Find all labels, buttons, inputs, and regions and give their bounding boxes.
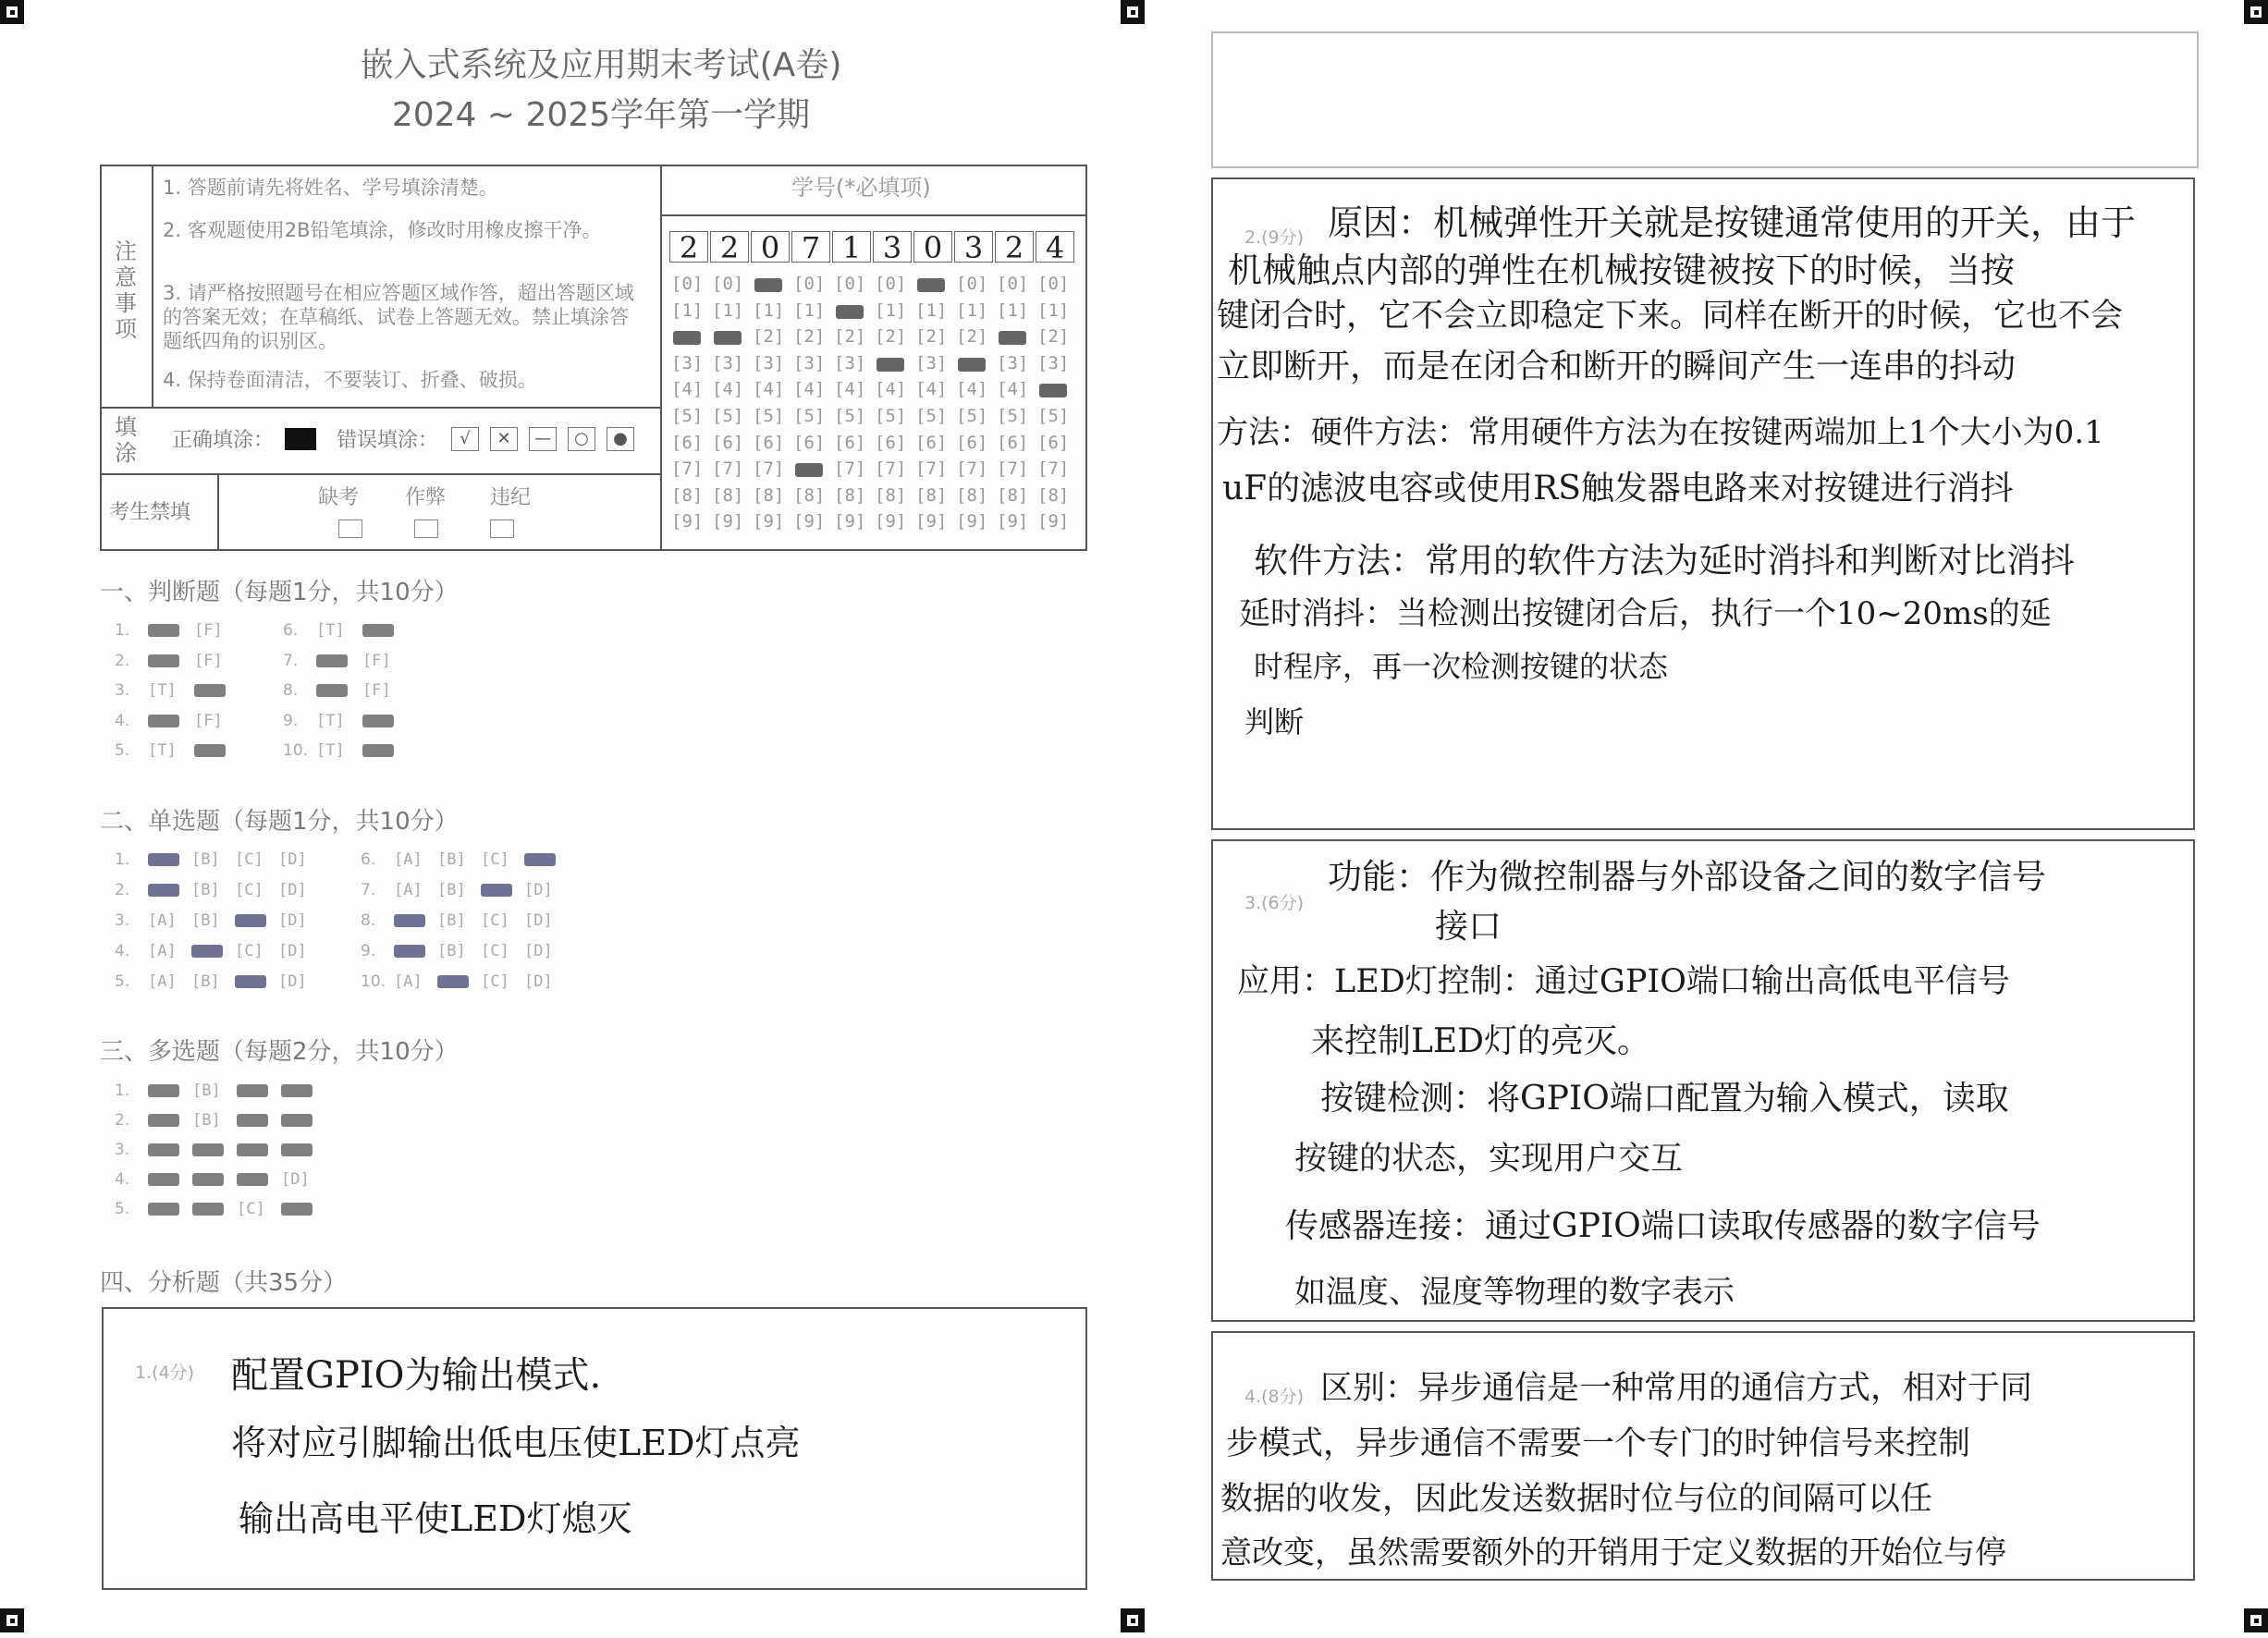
ban-checkbox-violation[interactable] [490, 520, 514, 538]
student-id-bubble: [7] [712, 458, 744, 480]
student-id-bubble: [6] [834, 432, 866, 453]
judge-number: 4. [115, 711, 130, 730]
multi-mark-d [281, 1114, 313, 1127]
notice-label: 注意事项 [115, 238, 137, 342]
judge-number: 10. [283, 741, 309, 760]
single-number: 8. [361, 911, 376, 930]
judge-number: 2. [115, 651, 130, 670]
student-id-bubble: [4] [875, 379, 907, 400]
student-id-bubble: [1] [753, 299, 785, 321]
student-id-bubble: [5] [712, 406, 744, 426]
multi-number: 5. [115, 1200, 130, 1218]
single-option-d: [D] [524, 942, 553, 960]
student-id-bubble: [7] [915, 458, 948, 480]
multi-mark-c [237, 1173, 268, 1186]
multi-mark-a [148, 1203, 179, 1216]
student-id-bubble: [0] [793, 274, 826, 294]
ban-checkbox-cheat[interactable] [414, 520, 438, 538]
analysis-section-title: 四、分析题（共35分） [100, 1269, 348, 1297]
single-option-b: [B] [191, 911, 220, 930]
student-id-bubble: [5] [915, 406, 948, 426]
student-id-bubble: [8] [915, 484, 948, 506]
student-id-bubble: [0] [671, 274, 704, 294]
top-blank-box [1211, 31, 2199, 168]
ban-item-violation: 违纪 [490, 486, 532, 509]
notice-item-4: 4. 保持卷面清洁，不要装订、折叠、破损。 [163, 369, 537, 391]
single-option-d: [D] [524, 881, 553, 899]
student-id-digit-4: 7 [791, 231, 830, 263]
student-id-bubble: [7] [753, 458, 785, 480]
q3-line-7: 传感器连接：通过GPIO端口读取传感器的数字信号 [1285, 1207, 2041, 1245]
single-number: 9. [361, 942, 376, 960]
student-id-label: 学号(*必填项) [791, 175, 931, 201]
single-option-a: [A] [394, 972, 423, 991]
single-option-b: [B] [191, 850, 220, 869]
student-id-bubble: [9] [793, 511, 826, 532]
judge-mark-t [148, 654, 179, 667]
student-id-bubble: [2] [834, 326, 866, 348]
single-option-c: [C] [235, 881, 264, 899]
single-number: 3. [115, 911, 130, 930]
student-id-filled-bubble [917, 278, 945, 292]
student-id-bubble: [3] [671, 352, 704, 373]
student-id-bubble: [0] [997, 274, 1029, 294]
single-option-d: [D] [278, 850, 307, 869]
wrong-fill-label: 错误填涂： [337, 429, 439, 452]
corner-mark-bottom-center [1121, 1608, 1145, 1632]
notice-item-2: 2. 客观题使用2B铅笔填涂，修改时用橡皮擦干净。 [163, 219, 602, 241]
student-id-digit-6: 3 [873, 231, 912, 263]
q1-line-1: 配置GPIO为输出模式. [231, 1354, 602, 1397]
q1-line-3: 输出高电平使LED灯熄灭 [239, 1498, 632, 1539]
q4-line-4: 意改变，虽然需要额外的开销用于定义数据的开始位与停 [1220, 1534, 2006, 1571]
student-id-bubble: [5] [997, 406, 1029, 426]
judge-mark-t [148, 624, 179, 637]
student-id-bubble: [6] [1037, 432, 1070, 453]
student-id-bubble: [4] [834, 379, 866, 400]
single-number: 7. [361, 881, 376, 899]
student-id-bubble: [1] [915, 299, 948, 321]
student-id-bubble: [3] [997, 352, 1029, 373]
single-option-a: [A] [394, 881, 423, 899]
judge-mark-f [194, 744, 226, 757]
judge-option-t: [T] [316, 711, 345, 730]
judge-number: 1. [115, 621, 130, 640]
judge-option-f: [F] [194, 621, 223, 640]
student-id-bubble: [6] [671, 432, 704, 453]
student-id-bubble: [4] [956, 379, 988, 400]
student-id-bubble: [1] [793, 299, 826, 321]
single-number: 6. [361, 850, 376, 869]
judge-option-f: [F] [194, 651, 223, 670]
student-id-bubble: [8] [712, 484, 744, 506]
multi-mark-d [281, 1143, 313, 1156]
single-option-b: [B] [437, 942, 466, 960]
single-option-b: [B] [437, 850, 466, 869]
student-id-bubble: [8] [834, 484, 866, 506]
q1-score: 1.(4分) [135, 1363, 195, 1383]
exam-title: 嵌入式系统及应用期末考试(A卷) [360, 46, 842, 84]
multi-option-b: [B] [192, 1082, 221, 1100]
student-id-bubble: [3] [793, 352, 826, 373]
multi-number: 2. [115, 1111, 130, 1130]
multi-number: 3. [115, 1141, 130, 1159]
single-option-d: [D] [278, 942, 307, 960]
single-option-c: [C] [481, 911, 509, 930]
student-id-filled-bubble [877, 358, 904, 372]
judge-option-t: [T] [148, 741, 177, 760]
q2-score: 2.(9分) [1244, 227, 1305, 248]
single-option-c: [C] [481, 972, 509, 991]
single-option-b: [B] [191, 972, 220, 991]
student-id-filled-bubble [754, 278, 782, 292]
student-id-bubble: [9] [997, 511, 1029, 532]
student-id-filled-bubble [958, 358, 986, 372]
student-id-bubble: [4] [712, 379, 744, 400]
multi-mark-b [192, 1203, 224, 1216]
student-id-bubble: [7] [956, 458, 988, 480]
single-section-title: 二、单选题（每题1分，共10分） [100, 808, 459, 836]
student-id-bubble: [5] [875, 406, 907, 426]
student-id-bubble: [0] [834, 274, 866, 294]
q2-line-2: 机械触点内部的弹性在机械按键被按下的时候，当按 [1228, 251, 2015, 290]
corner-mark-bottom-right [2244, 1608, 2268, 1632]
single-mark-a [148, 884, 179, 897]
student-id-bubble: [1] [712, 299, 744, 321]
judge-number: 3. [115, 681, 130, 700]
single-option-b: [B] [437, 911, 466, 930]
judge-mark-f [362, 715, 394, 727]
student-id-digit-8: 3 [954, 231, 993, 263]
student-id-bubble: [2] [793, 326, 826, 348]
single-option-c: [C] [481, 942, 509, 960]
student-id-bubble: [3] [915, 352, 948, 373]
student-id-bubble: [2] [875, 326, 907, 348]
ban-item-cheat: 作弊 [405, 486, 447, 509]
q2-line-10: 判断 [1244, 704, 1305, 740]
student-id-bubble: [5] [793, 406, 826, 426]
single-option-c: [C] [235, 850, 264, 869]
q3-score: 3.(6分) [1244, 893, 1305, 913]
single-option-a: [A] [394, 850, 423, 869]
judge-mark-t [148, 715, 179, 727]
student-id-bubble: [2] [1037, 326, 1070, 348]
student-id-digit-1: 2 [669, 231, 708, 263]
wrong-fill-check: √ [451, 427, 479, 451]
q2-line-6: uF的滤波电容或使用RS触发器电路来对按键进行消抖 [1222, 470, 2014, 507]
single-mark-c [235, 914, 266, 927]
multi-mark-a [148, 1114, 179, 1127]
student-id-bubble: [8] [875, 484, 907, 506]
multi-mark-a [148, 1143, 179, 1156]
judge-number: 5. [115, 741, 130, 760]
single-mark-a [394, 945, 425, 958]
judge-number: 9. [283, 711, 299, 730]
student-id-bubble: [3] [1037, 352, 1070, 373]
single-option-d: [D] [524, 911, 553, 930]
judge-option-t: [T] [316, 741, 345, 760]
single-mark-c [235, 975, 266, 988]
student-id-filled-bubble [673, 331, 701, 345]
judge-mark-t [316, 654, 348, 667]
student-id-filled-bubble [795, 463, 823, 477]
student-id-digit-3: 0 [751, 231, 790, 263]
student-id-bubble: [4] [997, 379, 1029, 400]
single-mark-a [148, 853, 179, 866]
student-id-digit-7: 0 [913, 231, 952, 263]
multi-mark-c [237, 1143, 268, 1156]
student-id-bubble: [7] [1037, 458, 1070, 480]
q2-line-4: 立即断开，而是在闭合和断开的瞬间产生一连串的抖动 [1217, 348, 2017, 385]
student-id-digit-2: 2 [710, 231, 749, 263]
q1-line-2: 将对应引脚输出低电压使LED灯点亮 [231, 1423, 801, 1463]
judge-option-t: [T] [148, 681, 177, 700]
judge-mark-f [362, 624, 394, 637]
multi-mark-c [237, 1084, 268, 1097]
q2-line-7: 软件方法：常用的软件方法为延时消抖和判断对比消抖 [1254, 541, 2075, 581]
student-id-bubble: [9] [712, 511, 744, 532]
exam-term: 2024 ~ 2025学年第一学期 [391, 96, 811, 134]
q4-score: 4.(8分) [1244, 1387, 1305, 1407]
q4-line-3: 数据的收发，因此发送数据时位与位的间隔可以任 [1220, 1481, 1933, 1518]
student-id-bubble: [3] [834, 352, 866, 373]
student-id-bubble: [6] [793, 432, 826, 453]
q3-line-2: 接口 [1435, 908, 1502, 946]
judge-mark-f [194, 684, 226, 697]
student-id-digit-10: 4 [1036, 231, 1074, 263]
correct-fill-sample [285, 428, 316, 450]
single-option-c: [C] [235, 942, 264, 960]
q2-line-8: 延时消抖：当检测出按键闭合后，执行一个10~20ms的延 [1239, 595, 2052, 632]
single-number: 5. [115, 972, 130, 991]
q4-line-1: 区别：异步通信是一种常用的通信方式，相对于同 [1320, 1370, 2033, 1407]
judge-option-f: [F] [362, 651, 391, 670]
judge-number: 7. [283, 651, 299, 670]
multi-option-b: [B] [192, 1111, 221, 1130]
student-id-digit-5: 1 [832, 231, 871, 263]
single-mark-a [394, 914, 425, 927]
student-id-bubble: [6] [712, 432, 744, 453]
student-id-bubble: [2] [915, 326, 948, 348]
single-option-c: [C] [481, 850, 509, 869]
ban-label: 考生禁填 [109, 501, 191, 524]
q3-line-5: 按键检测：将GPIO端口配置为输入模式，读取 [1320, 1080, 2009, 1118]
wrong-fill-dot: ● [607, 427, 634, 451]
single-mark-b [437, 975, 469, 988]
wrong-fill-cross: ✕ [490, 427, 518, 451]
q3-line-8: 如温度、湿度等物理的数字表示 [1294, 1274, 1735, 1311]
student-id-bubble: [1] [956, 299, 988, 321]
student-id-bubble: [5] [753, 406, 785, 426]
student-id-bubble: [8] [671, 484, 704, 506]
wrong-fill-circle: ○ [568, 427, 595, 451]
student-id-bubble: [1] [1037, 299, 1070, 321]
student-id-bubble: [1] [671, 299, 704, 321]
multi-section-title: 三、多选题（每题2分，共10分） [100, 1038, 459, 1066]
student-id-bubble: [4] [793, 379, 826, 400]
single-mark-c [481, 884, 512, 897]
single-option-a: [A] [148, 972, 177, 991]
corner-mark-top-left [0, 0, 24, 24]
multi-number: 1. [115, 1082, 130, 1100]
student-id-bubble: [1] [875, 299, 907, 321]
correct-fill-label: 正确填涂： [172, 429, 275, 452]
ban-item-absent: 缺考 [318, 486, 360, 509]
multi-mark-d [281, 1084, 313, 1097]
student-id-bubble: [7] [997, 458, 1029, 480]
multi-option-d: [D] [281, 1170, 310, 1189]
single-option-b: [B] [191, 881, 220, 899]
single-option-b: [B] [437, 881, 466, 899]
student-id-bubble: [2] [753, 326, 785, 348]
student-id-bubble: [0] [956, 274, 988, 294]
multi-mark-b [192, 1143, 224, 1156]
student-id-bubble: [3] [712, 352, 744, 373]
student-id-bubble: [6] [956, 432, 988, 453]
student-id-digit-9: 2 [995, 231, 1034, 263]
student-id-bubble: [8] [753, 484, 785, 506]
corner-mark-top-right [2244, 0, 2268, 24]
q2-line-5: 方法：硬件方法：常用硬件方法为在按键两端加上1个大小为0.1 [1217, 414, 2104, 451]
student-id-bubble: [9] [753, 511, 785, 532]
q2-line-3: 键闭合时，它不会立即稳定下来。同样在断开的时候，它也不会 [1217, 298, 2124, 335]
student-id-bubble: [7] [834, 458, 866, 480]
ban-checkbox-absent[interactable] [338, 520, 362, 538]
multi-mark-a [148, 1173, 179, 1186]
student-id-bubble: [0] [875, 274, 907, 294]
multi-number: 4. [115, 1170, 130, 1189]
student-id-bubble: [8] [997, 484, 1029, 506]
fill-label: 填涂 [115, 414, 137, 466]
student-id-bubble: [5] [834, 406, 866, 426]
student-id-filled-bubble [836, 305, 864, 319]
corner-mark-top-center [1121, 0, 1145, 24]
single-option-a: [A] [148, 942, 177, 960]
student-id-filled-bubble [714, 331, 742, 345]
student-id-bubble: [6] [915, 432, 948, 453]
student-id-bubble: [0] [1037, 274, 1070, 294]
student-id-filled-bubble [999, 331, 1026, 345]
student-id-bubble: [8] [956, 484, 988, 506]
student-id-filled-bubble [1039, 384, 1067, 397]
judge-option-f: [F] [362, 681, 391, 700]
student-id-bubble: [6] [875, 432, 907, 453]
single-mark-d [524, 853, 556, 866]
q2-line-9: 时程序，再一次检测按键的状态 [1254, 649, 1669, 684]
single-option-d: [D] [278, 881, 307, 899]
student-id-bubble: [2] [956, 326, 988, 348]
judge-mark-f [362, 744, 394, 757]
student-id-bubble: [9] [1037, 511, 1070, 532]
notice-item-1: 1. 答题前请先将姓名、学号填涂清楚。 [163, 177, 498, 199]
single-option-d: [D] [278, 972, 307, 991]
student-id-bubble: [0] [712, 274, 744, 294]
student-id-bubble: [4] [753, 379, 785, 400]
single-option-d: [D] [278, 911, 307, 930]
notice-item-3: 3. 请严格按照题号在相应答题区域作答，超出答题区域的答案无效；在草稿纸、试卷上答题无效。禁止填涂答题纸四角的识别区。 [163, 282, 634, 352]
student-id-bubble: [5] [1037, 406, 1070, 426]
student-id-bubble: [9] [834, 511, 866, 532]
single-number: 2. [115, 881, 130, 899]
q3-line-1: 功能：作为微控制器与外部设备之间的数字信号 [1328, 857, 2046, 897]
student-id-bubble: [8] [1037, 484, 1070, 506]
judge-option-f: [F] [194, 711, 223, 730]
corner-mark-bottom-left [0, 1608, 24, 1632]
student-id-bubble: [4] [671, 379, 704, 400]
q3-line-6: 按键的状态，实现用户交互 [1294, 1141, 1684, 1178]
student-id-bubble: [4] [915, 379, 948, 400]
student-id-bubble: [7] [671, 458, 704, 480]
single-number: 10. [361, 972, 386, 991]
single-number: 4. [115, 942, 130, 960]
judge-mark-t [316, 684, 348, 697]
student-id-bubble: [5] [956, 406, 988, 426]
student-id-bubble: [3] [753, 352, 785, 373]
multi-mark-c [237, 1114, 268, 1127]
judge-number: 8. [283, 681, 299, 700]
student-id-bubble: [1] [997, 299, 1029, 321]
single-option-a: [A] [148, 911, 177, 930]
student-id-bubble: [9] [956, 511, 988, 532]
q2-line-1: 原因：机械弹性开关就是按键通常使用的开关，由于 [1328, 202, 2137, 243]
student-id-bubble: [9] [671, 511, 704, 532]
student-id-bubble: [6] [997, 432, 1029, 453]
single-number: 1. [115, 850, 130, 869]
judge-number: 6. [283, 621, 299, 640]
single-option-d: [D] [524, 972, 553, 991]
student-id-bubble: [8] [793, 484, 826, 506]
q3-line-4: 来控制LED灯的亮灭。 [1311, 1022, 1651, 1060]
student-id-bubble: [9] [875, 511, 907, 532]
student-id-bubble: [5] [671, 406, 704, 426]
judge-option-t: [T] [316, 621, 345, 640]
multi-mark-d [281, 1203, 313, 1216]
q4-line-2: 步模式，异步通信不需要一个专门的时钟信号来控制 [1226, 1425, 1971, 1462]
multi-mark-a [148, 1084, 179, 1097]
student-id-bubble: [6] [753, 432, 785, 453]
student-id-bubble: [9] [915, 511, 948, 532]
single-mark-b [191, 945, 223, 958]
q3-line-3: 应用：LED灯控制：通过GPIO端口输出高低电平信号 [1237, 963, 2010, 1000]
multi-mark-b [192, 1173, 224, 1186]
multi-option-c: [C] [237, 1200, 265, 1218]
wrong-fill-dash: — [529, 427, 557, 451]
judge-section-title: 一、判断题（每题1分，共10分） [100, 579, 459, 606]
student-id-bubble: [7] [875, 458, 907, 480]
